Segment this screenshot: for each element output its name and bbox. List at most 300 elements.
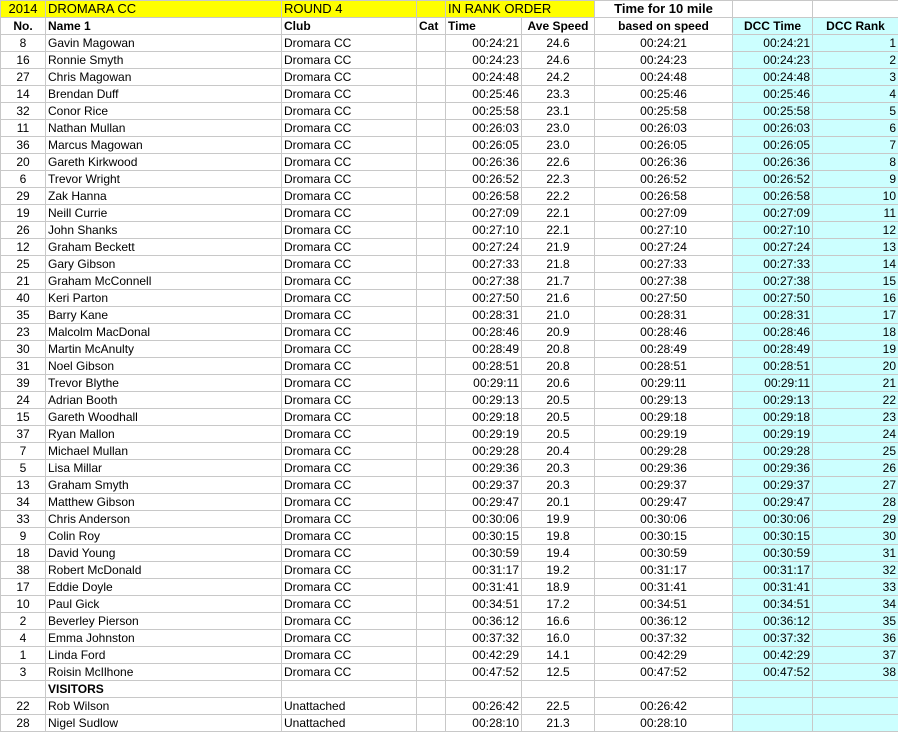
dcc-time-cell[interactable]: 00:29:28 [733, 443, 813, 460]
rider-name-cell[interactable]: Matthew Gibson [46, 494, 282, 511]
rider-based-time-cell[interactable]: 00:27:24 [595, 239, 733, 256]
dcc-time-cell[interactable]: 00:36:12 [733, 613, 813, 630]
rider-cat-cell[interactable] [417, 188, 446, 205]
rider-based-time-cell[interactable]: 00:47:52 [595, 664, 733, 681]
time-for-10-mile-cell[interactable]: Time for 10 mile [595, 1, 733, 18]
rider-speed-cell[interactable]: 19.8 [522, 528, 595, 545]
rider-time-cell[interactable]: 00:26:05 [446, 137, 522, 154]
rider-name-cell[interactable]: Emma Johnston [46, 630, 282, 647]
rider-cat-cell[interactable] [417, 545, 446, 562]
rider-number-cell[interactable]: 17 [1, 579, 46, 596]
rider-club-cell[interactable]: Dromara CC [282, 222, 417, 239]
rider-name-cell[interactable]: Gary Gibson [46, 256, 282, 273]
rider-club-cell[interactable]: Dromara CC [282, 664, 417, 681]
rank-order-cell[interactable]: IN RANK ORDER [446, 1, 595, 18]
rider-based-time-cell[interactable]: 00:37:32 [595, 630, 733, 647]
rider-based-time-cell[interactable]: 00:30:59 [595, 545, 733, 562]
rider-speed-cell[interactable]: 20.3 [522, 477, 595, 494]
rider-time-cell[interactable]: 00:27:50 [446, 290, 522, 307]
header-cat[interactable]: Cat [417, 18, 446, 35]
rider-based-time-cell[interactable]: 00:27:09 [595, 205, 733, 222]
rider-name-cell[interactable]: Ronnie Smyth [46, 52, 282, 69]
rider-club-cell[interactable]: Dromara CC [282, 426, 417, 443]
club-title-cell[interactable]: DROMARA CC [46, 1, 282, 18]
dcc-rank-cell[interactable]: 4 [813, 86, 898, 103]
rider-club-cell[interactable]: Dromara CC [282, 137, 417, 154]
rider-club-cell[interactable]: Dromara CC [282, 239, 417, 256]
dcc-rank-cell[interactable]: 10 [813, 188, 898, 205]
rider-time-cell[interactable]: 00:27:38 [446, 273, 522, 290]
rider-cat-cell[interactable] [417, 52, 446, 69]
dcc-time-cell[interactable]: 00:37:32 [733, 630, 813, 647]
rider-based-time-cell[interactable]: 00:29:47 [595, 494, 733, 511]
dcc-rank-cell[interactable]: 16 [813, 290, 898, 307]
rider-name-cell[interactable]: Trevor Blythe [46, 375, 282, 392]
rider-time-cell[interactable]: 00:25:46 [446, 86, 522, 103]
rider-name-cell[interactable]: Noel Gibson [46, 358, 282, 375]
rider-speed-cell[interactable]: 19.2 [522, 562, 595, 579]
rider-number-cell[interactable]: 16 [1, 52, 46, 69]
dcc-rank-cell[interactable]: 13 [813, 239, 898, 256]
dcc-time-cell[interactable]: 00:29:36 [733, 460, 813, 477]
dcc-rank-cell[interactable]: 33 [813, 579, 898, 596]
dcc-time-cell[interactable]: 00:26:36 [733, 154, 813, 171]
rider-speed-cell[interactable]: 21.9 [522, 239, 595, 256]
dcc-rank-cell[interactable]: 23 [813, 409, 898, 426]
dcc-rank-cell[interactable]: 25 [813, 443, 898, 460]
rider-time-cell[interactable]: 00:26:03 [446, 120, 522, 137]
rider-speed-cell[interactable]: 20.5 [522, 392, 595, 409]
header-based-on-speed[interactable]: based on speed [595, 18, 733, 35]
dcc-time-cell[interactable]: 00:24:21 [733, 35, 813, 52]
rider-speed-cell[interactable]: 21.0 [522, 307, 595, 324]
dcc-time-cell[interactable]: 00:42:29 [733, 647, 813, 664]
rider-cat-cell[interactable] [417, 715, 446, 732]
rider-name-cell[interactable]: Roisin McIlhone [46, 664, 282, 681]
rider-number-cell[interactable]: 28 [1, 715, 46, 732]
dcc-time-cell[interactable]: 00:31:41 [733, 579, 813, 596]
rider-based-time-cell[interactable]: 00:25:58 [595, 103, 733, 120]
rider-name-cell[interactable]: Rob Wilson [46, 698, 282, 715]
rider-number-cell[interactable]: 3 [1, 664, 46, 681]
rider-speed-cell[interactable]: 22.5 [522, 698, 595, 715]
rider-club-cell[interactable]: Dromara CC [282, 596, 417, 613]
rider-name-cell[interactable]: Chris Anderson [46, 511, 282, 528]
rider-speed-cell[interactable]: 14.1 [522, 647, 595, 664]
rider-time-cell[interactable]: 00:42:29 [446, 647, 522, 664]
rider-name-cell[interactable]: Paul Gick [46, 596, 282, 613]
rider-cat-cell[interactable] [417, 205, 446, 222]
empty-cell[interactable] [417, 681, 446, 698]
dcc-rank-cell[interactable]: 21 [813, 375, 898, 392]
rider-speed-cell[interactable]: 20.4 [522, 443, 595, 460]
rider-number-cell[interactable]: 31 [1, 358, 46, 375]
rider-cat-cell[interactable] [417, 154, 446, 171]
header-club[interactable]: Club [282, 18, 417, 35]
rider-name-cell[interactable]: Gareth Woodhall [46, 409, 282, 426]
rider-speed-cell[interactable]: 20.8 [522, 358, 595, 375]
dcc-rank-cell[interactable]: 1 [813, 35, 898, 52]
dcc-rank-cell[interactable] [813, 715, 898, 732]
rider-time-cell[interactable]: 00:37:32 [446, 630, 522, 647]
dcc-rank-cell[interactable]: 34 [813, 596, 898, 613]
rider-number-cell[interactable]: 35 [1, 307, 46, 324]
rider-time-cell[interactable]: 00:29:37 [446, 477, 522, 494]
rider-number-cell[interactable]: 7 [1, 443, 46, 460]
dcc-time-cell[interactable]: 00:27:33 [733, 256, 813, 273]
rider-speed-cell[interactable]: 24.2 [522, 69, 595, 86]
rider-number-cell[interactable]: 6 [1, 171, 46, 188]
dcc-rank-cell[interactable]: 17 [813, 307, 898, 324]
rider-club-cell[interactable]: Dromara CC [282, 392, 417, 409]
dcc-rank-cell[interactable]: 3 [813, 69, 898, 86]
dcc-rank-cell[interactable]: 7 [813, 137, 898, 154]
dcc-time-cell[interactable]: 00:25:46 [733, 86, 813, 103]
rider-time-cell[interactable]: 00:28:31 [446, 307, 522, 324]
rider-name-cell[interactable]: Trevor Wright [46, 171, 282, 188]
rider-speed-cell[interactable]: 22.2 [522, 188, 595, 205]
rider-club-cell[interactable]: Dromara CC [282, 630, 417, 647]
rider-speed-cell[interactable]: 20.1 [522, 494, 595, 511]
rider-club-cell[interactable]: Dromara CC [282, 273, 417, 290]
rider-based-time-cell[interactable]: 00:31:41 [595, 579, 733, 596]
rider-speed-cell[interactable]: 20.6 [522, 375, 595, 392]
rider-number-cell[interactable]: 12 [1, 239, 46, 256]
rider-speed-cell[interactable]: 22.1 [522, 205, 595, 222]
dcc-time-cell[interactable]: 00:24:48 [733, 69, 813, 86]
rider-club-cell[interactable]: Dromara CC [282, 579, 417, 596]
dcc-time-cell[interactable]: 00:29:37 [733, 477, 813, 494]
rider-club-cell[interactable]: Dromara CC [282, 562, 417, 579]
dcc-time-cell[interactable]: 00:30:06 [733, 511, 813, 528]
rider-club-cell[interactable]: Dromara CC [282, 358, 417, 375]
dcc-time-cell[interactable] [733, 698, 813, 715]
header-dcc-rank[interactable]: DCC Rank [813, 18, 898, 35]
year-cell[interactable]: 2014 [1, 1, 46, 18]
dcc-rank-cell[interactable]: 36 [813, 630, 898, 647]
rider-based-time-cell[interactable]: 00:34:51 [595, 596, 733, 613]
rider-club-cell[interactable]: Dromara CC [282, 35, 417, 52]
dcc-time-cell[interactable]: 00:26:03 [733, 120, 813, 137]
rider-cat-cell[interactable] [417, 35, 446, 52]
rider-number-cell[interactable]: 36 [1, 137, 46, 154]
rider-based-time-cell[interactable]: 00:28:10 [595, 715, 733, 732]
rider-club-cell[interactable]: Unattached [282, 715, 417, 732]
rider-number-cell[interactable]: 25 [1, 256, 46, 273]
rider-cat-cell[interactable] [417, 103, 446, 120]
header-name[interactable]: Name 1 [46, 18, 282, 35]
rider-cat-cell[interactable] [417, 443, 446, 460]
rider-cat-cell[interactable] [417, 647, 446, 664]
rider-name-cell[interactable]: Neill Currie [46, 205, 282, 222]
dcc-time-cell[interactable] [733, 715, 813, 732]
rider-time-cell[interactable]: 00:29:19 [446, 426, 522, 443]
rider-speed-cell[interactable]: 24.6 [522, 35, 595, 52]
rider-name-cell[interactable]: Robert McDonald [46, 562, 282, 579]
dcc-time-cell[interactable]: 00:27:38 [733, 273, 813, 290]
rider-number-cell[interactable]: 9 [1, 528, 46, 545]
rider-cat-cell[interactable] [417, 698, 446, 715]
title-empty-cell[interactable] [417, 1, 446, 18]
rider-cat-cell[interactable] [417, 630, 446, 647]
rider-name-cell[interactable]: Marcus Magowan [46, 137, 282, 154]
rider-name-cell[interactable]: Chris Magowan [46, 69, 282, 86]
rider-club-cell[interactable]: Dromara CC [282, 494, 417, 511]
rider-time-cell[interactable]: 00:27:09 [446, 205, 522, 222]
dcc-time-cell[interactable]: 00:29:18 [733, 409, 813, 426]
rider-number-cell[interactable]: 39 [1, 375, 46, 392]
rider-cat-cell[interactable] [417, 562, 446, 579]
empty-cell[interactable] [446, 681, 522, 698]
rider-club-cell[interactable]: Dromara CC [282, 375, 417, 392]
rider-club-cell[interactable]: Dromara CC [282, 86, 417, 103]
rider-number-cell[interactable]: 38 [1, 562, 46, 579]
dcc-time-cell[interactable]: 00:27:24 [733, 239, 813, 256]
rider-time-cell[interactable]: 00:27:33 [446, 256, 522, 273]
dcc-time-cell[interactable]: 00:28:51 [733, 358, 813, 375]
rider-number-cell[interactable]: 19 [1, 205, 46, 222]
rider-speed-cell[interactable]: 17.2 [522, 596, 595, 613]
rider-name-cell[interactable]: Gareth Kirkwood [46, 154, 282, 171]
rider-name-cell[interactable]: Malcolm MacDonal [46, 324, 282, 341]
rider-name-cell[interactable]: Conor Rice [46, 103, 282, 120]
rider-name-cell[interactable]: John Shanks [46, 222, 282, 239]
rider-time-cell[interactable]: 00:36:12 [446, 613, 522, 630]
title-empty-cell[interactable] [813, 1, 898, 18]
rider-club-cell[interactable]: Dromara CC [282, 511, 417, 528]
rider-number-cell[interactable]: 18 [1, 545, 46, 562]
rider-cat-cell[interactable] [417, 596, 446, 613]
rider-time-cell[interactable]: 00:29:28 [446, 443, 522, 460]
rider-cat-cell[interactable] [417, 273, 446, 290]
rider-time-cell[interactable]: 00:47:52 [446, 664, 522, 681]
rider-time-cell[interactable]: 00:24:23 [446, 52, 522, 69]
rider-cat-cell[interactable] [417, 511, 446, 528]
dcc-time-cell[interactable]: 00:30:15 [733, 528, 813, 545]
dcc-rank-cell[interactable]: 14 [813, 256, 898, 273]
rider-name-cell[interactable]: Nathan Mullan [46, 120, 282, 137]
rider-club-cell[interactable]: Dromara CC [282, 477, 417, 494]
rider-based-time-cell[interactable]: 00:28:49 [595, 341, 733, 358]
rider-club-cell[interactable]: Dromara CC [282, 647, 417, 664]
dcc-rank-cell[interactable]: 30 [813, 528, 898, 545]
rider-speed-cell[interactable]: 16.6 [522, 613, 595, 630]
rider-cat-cell[interactable] [417, 409, 446, 426]
rider-club-cell[interactable]: Dromara CC [282, 307, 417, 324]
rider-cat-cell[interactable] [417, 69, 446, 86]
rider-based-time-cell[interactable]: 00:29:37 [595, 477, 733, 494]
rider-speed-cell[interactable]: 22.3 [522, 171, 595, 188]
rider-based-time-cell[interactable]: 00:28:51 [595, 358, 733, 375]
rider-based-time-cell[interactable]: 00:29:19 [595, 426, 733, 443]
rider-based-time-cell[interactable]: 00:26:58 [595, 188, 733, 205]
rider-club-cell[interactable]: Dromara CC [282, 545, 417, 562]
rider-cat-cell[interactable] [417, 477, 446, 494]
rider-time-cell[interactable]: 00:24:48 [446, 69, 522, 86]
dcc-time-cell[interactable]: 00:28:46 [733, 324, 813, 341]
rider-speed-cell[interactable]: 21.7 [522, 273, 595, 290]
rider-based-time-cell[interactable]: 00:28:31 [595, 307, 733, 324]
rider-name-cell[interactable]: Eddie Doyle [46, 579, 282, 596]
dcc-time-cell[interactable]: 00:31:17 [733, 562, 813, 579]
rider-name-cell[interactable]: Graham McConnell [46, 273, 282, 290]
rider-club-cell[interactable]: Dromara CC [282, 103, 417, 120]
dcc-time-cell[interactable]: 00:28:31 [733, 307, 813, 324]
rider-time-cell[interactable]: 00:28:49 [446, 341, 522, 358]
rider-club-cell[interactable]: Dromara CC [282, 69, 417, 86]
header-no[interactable]: No. [1, 18, 46, 35]
rider-speed-cell[interactable]: 20.5 [522, 426, 595, 443]
dcc-time-cell[interactable]: 00:24:23 [733, 52, 813, 69]
rider-based-time-cell[interactable]: 00:27:38 [595, 273, 733, 290]
dcc-time-cell[interactable]: 00:47:52 [733, 664, 813, 681]
rider-speed-cell[interactable]: 24.6 [522, 52, 595, 69]
rider-time-cell[interactable]: 00:31:17 [446, 562, 522, 579]
rider-name-cell[interactable]: Brendan Duff [46, 86, 282, 103]
rider-club-cell[interactable]: Dromara CC [282, 154, 417, 171]
rider-based-time-cell[interactable]: 00:29:36 [595, 460, 733, 477]
rider-number-cell[interactable]: 40 [1, 290, 46, 307]
rider-time-cell[interactable]: 00:27:24 [446, 239, 522, 256]
rider-time-cell[interactable]: 00:26:58 [446, 188, 522, 205]
rider-time-cell[interactable]: 00:29:11 [446, 375, 522, 392]
rider-number-cell[interactable]: 23 [1, 324, 46, 341]
rider-number-cell[interactable]: 1 [1, 647, 46, 664]
dcc-rank-cell[interactable]: 38 [813, 664, 898, 681]
empty-cell[interactable] [733, 681, 813, 698]
rider-cat-cell[interactable] [417, 120, 446, 137]
rider-based-time-cell[interactable]: 00:24:48 [595, 69, 733, 86]
rider-speed-cell[interactable]: 19.4 [522, 545, 595, 562]
header-ave-speed[interactable]: Ave Speed [522, 18, 595, 35]
rider-speed-cell[interactable]: 23.3 [522, 86, 595, 103]
dcc-time-cell[interactable]: 00:27:50 [733, 290, 813, 307]
empty-cell[interactable] [1, 681, 46, 698]
rider-based-time-cell[interactable]: 00:26:03 [595, 120, 733, 137]
dcc-rank-cell[interactable]: 26 [813, 460, 898, 477]
rider-based-time-cell[interactable]: 00:31:17 [595, 562, 733, 579]
rider-based-time-cell[interactable]: 00:29:18 [595, 409, 733, 426]
rider-number-cell[interactable]: 8 [1, 35, 46, 52]
rider-club-cell[interactable]: Dromara CC [282, 290, 417, 307]
rider-based-time-cell[interactable]: 00:26:05 [595, 137, 733, 154]
dcc-time-cell[interactable]: 00:29:11 [733, 375, 813, 392]
rider-time-cell[interactable]: 00:24:21 [446, 35, 522, 52]
rider-name-cell[interactable]: Adrian Booth [46, 392, 282, 409]
rider-name-cell[interactable]: Beverley Pierson [46, 613, 282, 630]
rider-cat-cell[interactable] [417, 613, 446, 630]
rider-cat-cell[interactable] [417, 664, 446, 681]
rider-time-cell[interactable]: 00:34:51 [446, 596, 522, 613]
rider-number-cell[interactable]: 27 [1, 69, 46, 86]
rider-time-cell[interactable]: 00:27:10 [446, 222, 522, 239]
dcc-time-cell[interactable]: 00:28:49 [733, 341, 813, 358]
dcc-rank-cell[interactable]: 19 [813, 341, 898, 358]
dcc-time-cell[interactable]: 00:29:47 [733, 494, 813, 511]
rider-speed-cell[interactable]: 18.9 [522, 579, 595, 596]
dcc-rank-cell[interactable]: 9 [813, 171, 898, 188]
rider-speed-cell[interactable]: 20.9 [522, 324, 595, 341]
rider-speed-cell[interactable]: 16.0 [522, 630, 595, 647]
rider-time-cell[interactable]: 00:29:18 [446, 409, 522, 426]
rider-name-cell[interactable]: David Young [46, 545, 282, 562]
rider-cat-cell[interactable] [417, 222, 446, 239]
rider-cat-cell[interactable] [417, 392, 446, 409]
rider-speed-cell[interactable]: 20.5 [522, 409, 595, 426]
rider-cat-cell[interactable] [417, 86, 446, 103]
rider-based-time-cell[interactable]: 00:30:15 [595, 528, 733, 545]
rider-club-cell[interactable]: Dromara CC [282, 171, 417, 188]
dcc-time-cell[interactable]: 00:26:52 [733, 171, 813, 188]
rider-time-cell[interactable]: 00:28:10 [446, 715, 522, 732]
rider-name-cell[interactable]: Linda Ford [46, 647, 282, 664]
rider-number-cell[interactable]: 21 [1, 273, 46, 290]
rider-based-time-cell[interactable]: 00:25:46 [595, 86, 733, 103]
rider-club-cell[interactable]: Unattached [282, 698, 417, 715]
dcc-time-cell[interactable]: 00:26:58 [733, 188, 813, 205]
rider-name-cell[interactable]: Ryan Mallon [46, 426, 282, 443]
title-empty-cell[interactable] [733, 1, 813, 18]
rider-number-cell[interactable]: 24 [1, 392, 46, 409]
rider-number-cell[interactable]: 22 [1, 698, 46, 715]
rider-speed-cell[interactable]: 23.0 [522, 137, 595, 154]
dcc-time-cell[interactable]: 00:34:51 [733, 596, 813, 613]
rider-number-cell[interactable]: 5 [1, 460, 46, 477]
rider-time-cell[interactable]: 00:28:46 [446, 324, 522, 341]
rider-name-cell[interactable]: Graham Beckett [46, 239, 282, 256]
rider-time-cell[interactable]: 00:29:13 [446, 392, 522, 409]
rider-time-cell[interactable]: 00:26:52 [446, 171, 522, 188]
rider-cat-cell[interactable] [417, 290, 446, 307]
visitors-label[interactable]: VISITORS [46, 681, 282, 698]
rider-cat-cell[interactable] [417, 324, 446, 341]
dcc-rank-cell[interactable]: 22 [813, 392, 898, 409]
rider-speed-cell[interactable]: 21.6 [522, 290, 595, 307]
empty-cell[interactable] [522, 681, 595, 698]
dcc-rank-cell[interactable]: 18 [813, 324, 898, 341]
rider-cat-cell[interactable] [417, 375, 446, 392]
rider-based-time-cell[interactable]: 00:27:50 [595, 290, 733, 307]
rider-time-cell[interactable]: 00:30:06 [446, 511, 522, 528]
empty-cell[interactable] [595, 681, 733, 698]
rider-name-cell[interactable]: Michael Mullan [46, 443, 282, 460]
dcc-rank-cell[interactable]: 12 [813, 222, 898, 239]
rider-number-cell[interactable]: 10 [1, 596, 46, 613]
rider-number-cell[interactable]: 20 [1, 154, 46, 171]
rider-name-cell[interactable]: Zak Hanna [46, 188, 282, 205]
dcc-rank-cell[interactable]: 35 [813, 613, 898, 630]
rider-cat-cell[interactable] [417, 426, 446, 443]
rider-name-cell[interactable]: Gavin Magowan [46, 35, 282, 52]
rider-number-cell[interactable]: 11 [1, 120, 46, 137]
rider-based-time-cell[interactable]: 00:26:42 [595, 698, 733, 715]
rider-speed-cell[interactable]: 21.3 [522, 715, 595, 732]
rider-club-cell[interactable]: Dromara CC [282, 52, 417, 69]
rider-number-cell[interactable]: 26 [1, 222, 46, 239]
rider-based-time-cell[interactable]: 00:30:06 [595, 511, 733, 528]
rider-cat-cell[interactable] [417, 341, 446, 358]
rider-club-cell[interactable]: Dromara CC [282, 324, 417, 341]
rider-name-cell[interactable]: Graham Smyth [46, 477, 282, 494]
rider-club-cell[interactable]: Dromara CC [282, 188, 417, 205]
rider-based-time-cell[interactable]: 00:28:46 [595, 324, 733, 341]
rider-based-time-cell[interactable]: 00:26:36 [595, 154, 733, 171]
rider-club-cell[interactable]: Dromara CC [282, 256, 417, 273]
dcc-rank-cell[interactable]: 31 [813, 545, 898, 562]
dcc-time-cell[interactable]: 00:27:09 [733, 205, 813, 222]
rider-speed-cell[interactable]: 22.6 [522, 154, 595, 171]
empty-cell[interactable] [813, 681, 898, 698]
